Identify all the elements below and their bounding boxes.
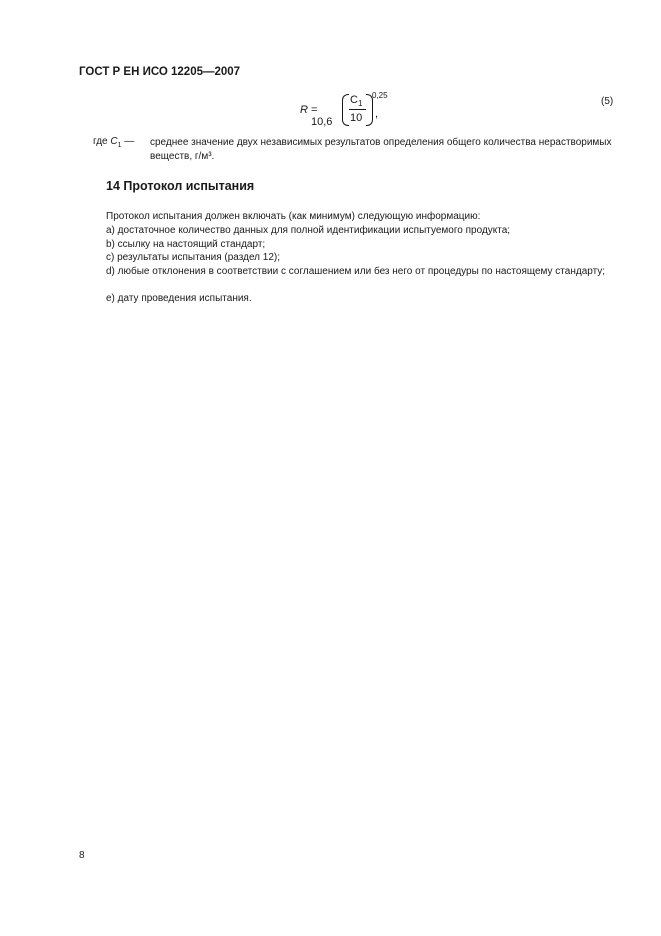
list-item: b) ссылку на настоящий стандарт; (106, 238, 266, 250)
formula-exponent: 0,25 (372, 91, 388, 100)
list-item: e) дату проведения испытания. (106, 293, 252, 304)
left-paren (342, 94, 349, 126)
formula-numerator: $C_1$ (350, 94, 363, 109)
formula-comma: , (375, 108, 379, 120)
where-definition: среднее значение двух независимых результатов определения общего количества нерастворимых веществ, г/м³. (150, 137, 612, 162)
page-number: 8 (79, 850, 85, 861)
list-item: a) достаточное количество данных для полной идентификации испытуемого продукта; (106, 225, 511, 236)
fraction-bar (349, 109, 366, 110)
list-item: c) результаты испытания (раздел 12); (106, 252, 281, 263)
document-header: ГОСТ Р ЕН ИСО 12205—2007 (79, 66, 241, 78)
formula-lhs: R (300, 104, 308, 116)
where-label: где $C_1$ — (93, 136, 135, 149)
list-item: d) любые отклонения в соответствии с соглашением или без него от процедуры по настоящему стандарту; (106, 266, 606, 277)
section-heading: 14 Протокол испытания (106, 179, 255, 193)
intro-paragraph: Протокол испытания должен включать (как минимум) следующую информацию: (106, 211, 481, 222)
formula-denominator: 10 (350, 112, 363, 124)
equation-number: (5) (601, 96, 614, 107)
formula-constant: = 10,6 (311, 104, 333, 128)
